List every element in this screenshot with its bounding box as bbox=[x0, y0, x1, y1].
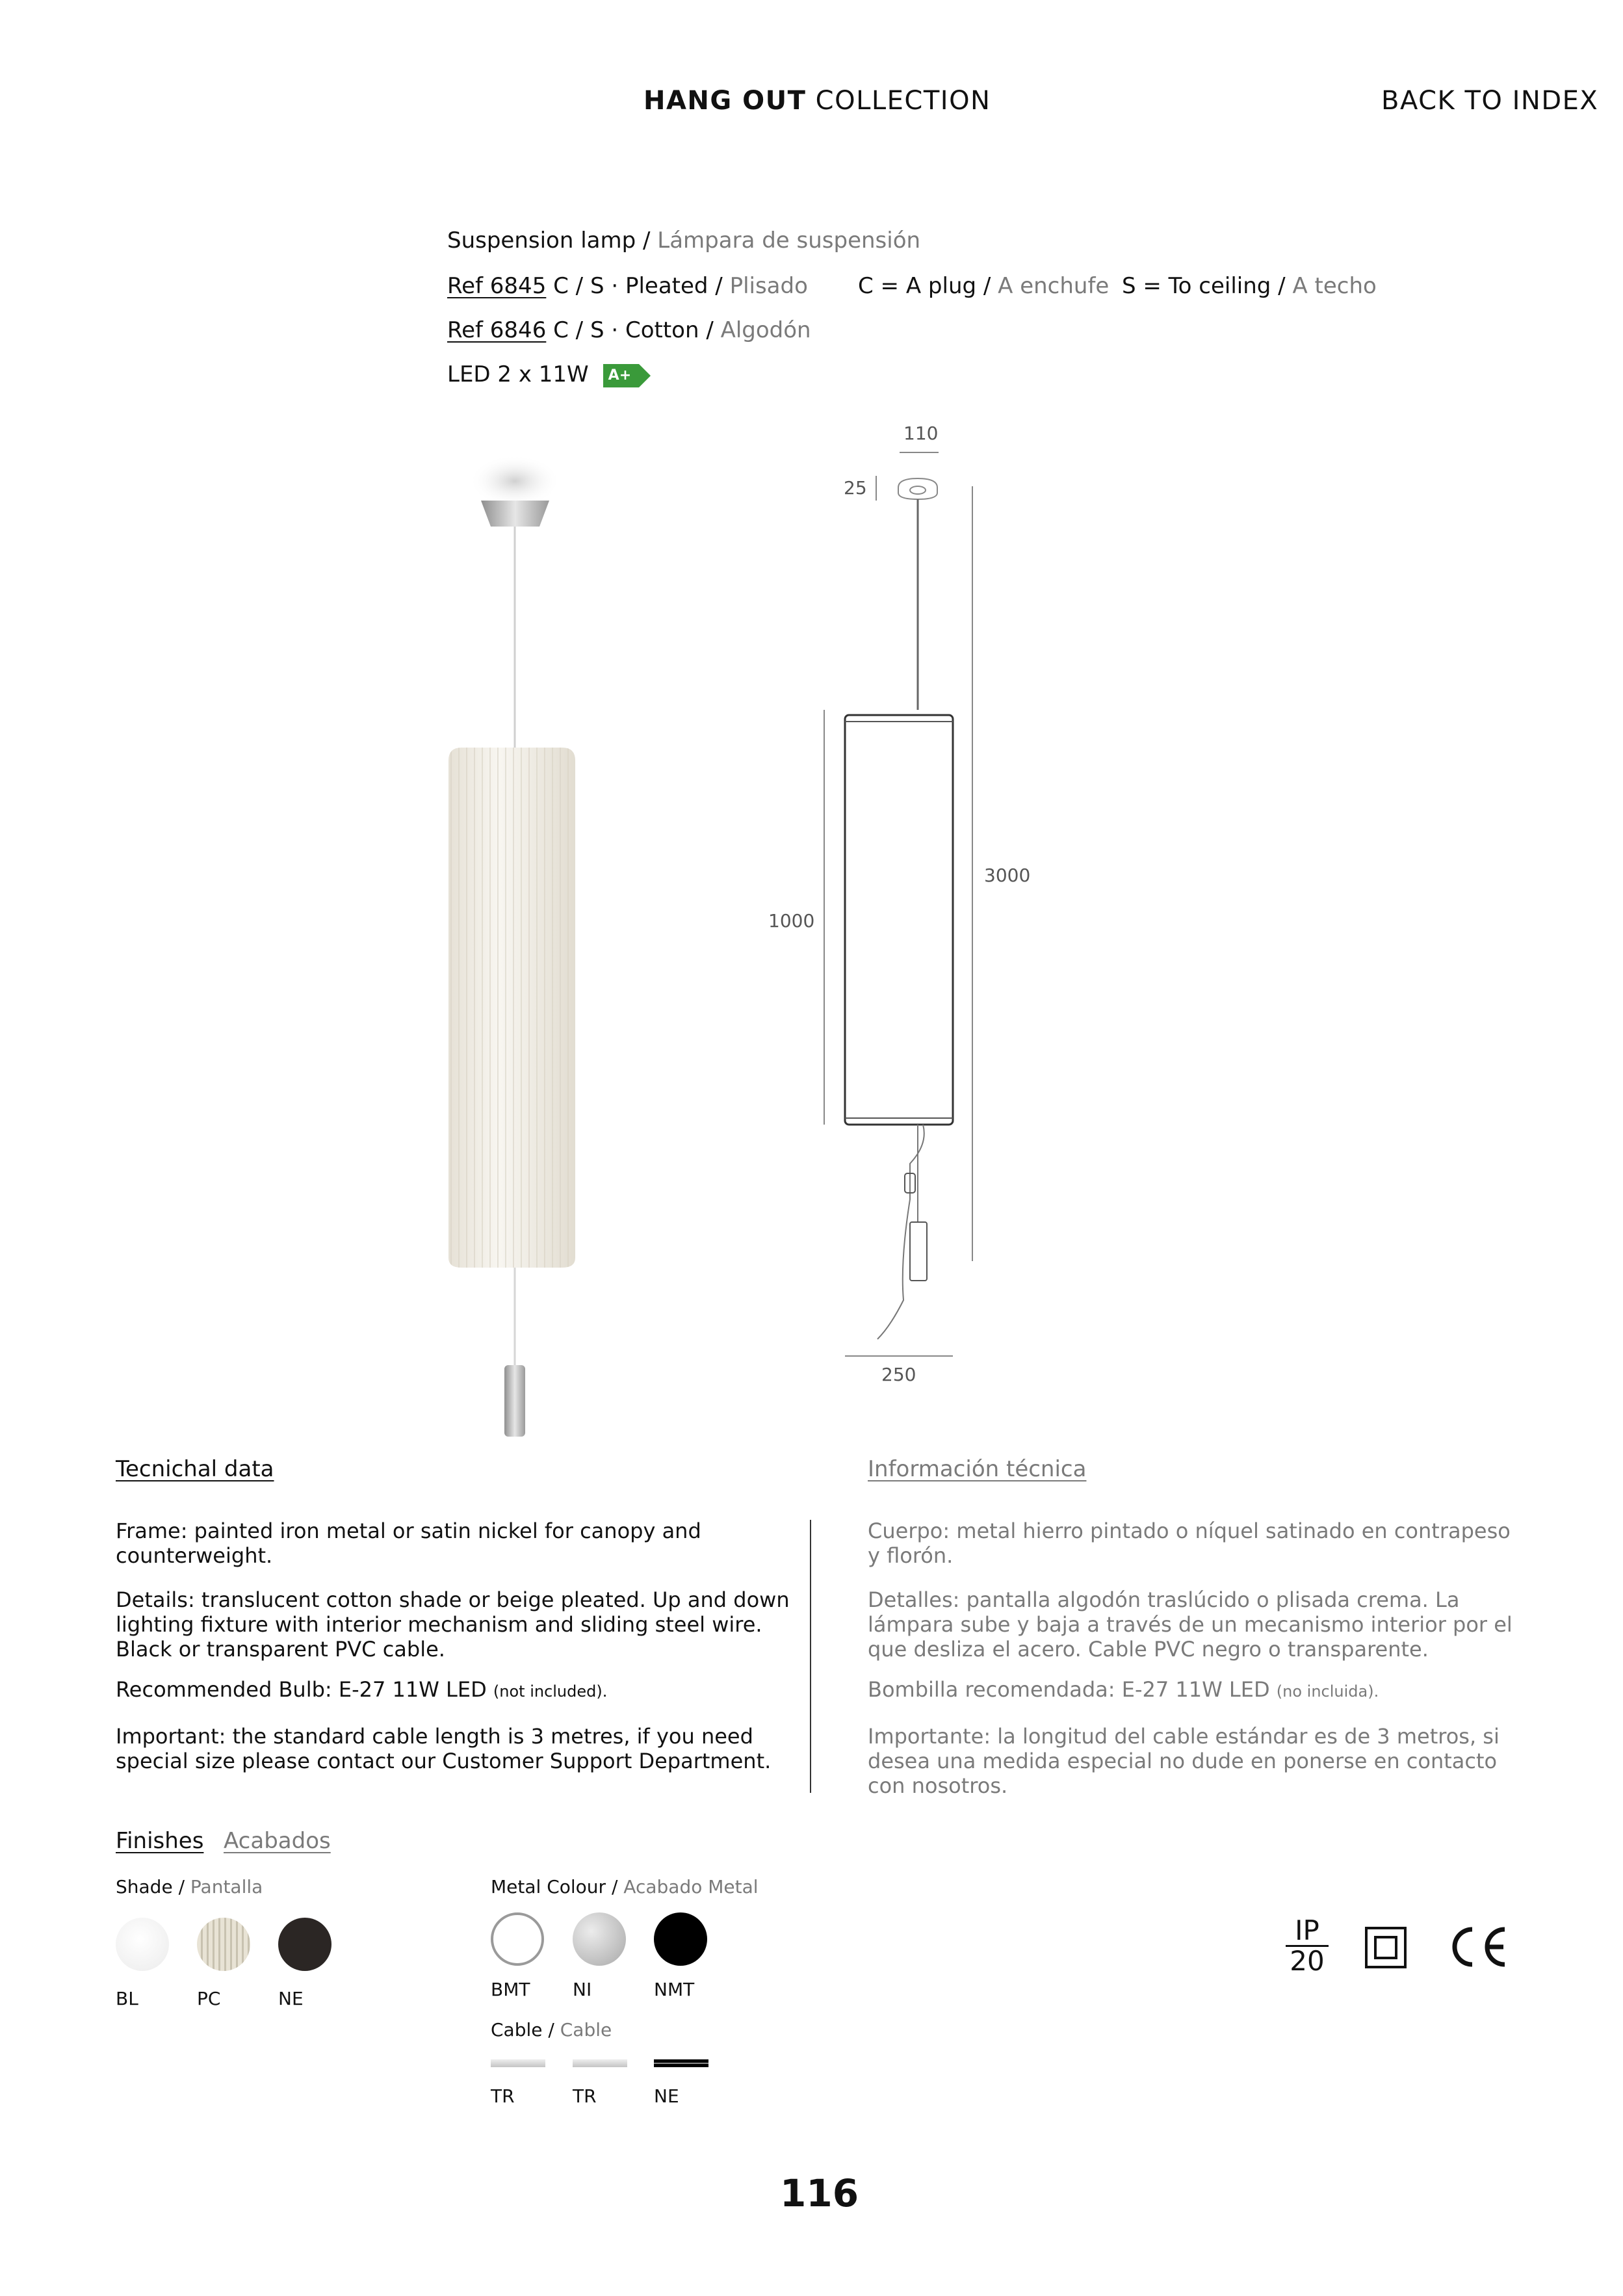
shade-code-ne: NE bbox=[278, 1988, 304, 2009]
column-divider bbox=[810, 1520, 811, 1793]
dim-canopy-width: 110 bbox=[903, 423, 939, 444]
finishes-tab-en[interactable]: Finishes bbox=[116, 1828, 204, 1854]
tech-frame-es: Cuerpo: metal hierro pintado o níquel satinado en contrapeso y florón. bbox=[868, 1519, 1511, 1568]
cable-swatch-tr-1[interactable] bbox=[491, 2059, 545, 2067]
dim-total-length: 3000 bbox=[984, 865, 1031, 886]
ref-6846-link[interactable]: Ref 6846 bbox=[447, 317, 547, 343]
class-ii-double-insulation-icon bbox=[1365, 1927, 1407, 1968]
ceiling-legend-es: A techo bbox=[1292, 273, 1377, 299]
tech-details-en: Details: translucent cotton shade or beige pleated. Up and down lighting fixture with interior mechanism and sliding steel wire. Black or transparent PVC cable. bbox=[116, 1587, 790, 1662]
ref-6845-line bbox=[447, 273, 808, 299]
cable-code-tr-2: TR bbox=[573, 2085, 597, 2107]
product-type-es: Lámpara de suspensión bbox=[657, 228, 921, 254]
dim-shade-diameter: 250 bbox=[881, 1364, 916, 1385]
ce-mark-icon bbox=[1446, 1925, 1509, 1968]
energy-class-badge: A+ bbox=[603, 364, 639, 387]
ref-6846-variant: C / S · Cotton / bbox=[546, 317, 721, 343]
ref-6845-link[interactable]: Ref 6845 bbox=[447, 273, 547, 299]
ref-6846-variant-es: Algodón bbox=[720, 317, 811, 343]
shade-swatch-pc[interactable] bbox=[197, 1918, 250, 1971]
counterweight-outline bbox=[910, 1222, 927, 1281]
ceiling-legend-en: S = To ceiling / bbox=[1122, 273, 1293, 299]
dim-canopy-height: 25 bbox=[844, 477, 867, 499]
led-spec bbox=[447, 361, 639, 387]
finishes-tab-es[interactable]: Acabados bbox=[224, 1828, 331, 1854]
canopy-outline bbox=[898, 478, 937, 499]
tech-important-en: Important: the standard cable length is 3 metres, if you need special size please contact our Customer Support Department. bbox=[116, 1724, 772, 1773]
cable-code-tr-1: TR bbox=[491, 2085, 515, 2107]
dim-shade-height: 1000 bbox=[768, 910, 815, 932]
tech-details-es: Detalles: pantalla algodón traslúcido o plisada crema. La lámpara sube y baja a través de un mecanismo interior por el que desliza el acero. Cable PVC negro o transparente. bbox=[868, 1587, 1513, 1662]
plug-legend bbox=[858, 273, 1109, 299]
ref-6845-variant: C / S · Pleated / bbox=[546, 273, 730, 299]
tech-bulb-en bbox=[116, 1677, 792, 1704]
ref-6846-line bbox=[447, 317, 811, 343]
collection-name: HANG OUT bbox=[643, 86, 807, 116]
shade-swatch-bl[interactable] bbox=[116, 1918, 169, 1971]
tech-frame-en: Frame: painted iron metal or satin nickel for canopy and counterweight. bbox=[116, 1519, 701, 1568]
back-to-index-link[interactable]: BACK TO INDEX bbox=[1381, 86, 1599, 116]
cable-label: Cable / Cable bbox=[491, 2019, 612, 2041]
collection-suffix: COLLECTION bbox=[806, 86, 991, 116]
tech-bulb-es-text: Bombilla recomendada: E-27 11W LED bbox=[868, 1677, 1270, 1702]
technical-data-title-es: Información técnica bbox=[868, 1456, 1087, 1482]
shade-swatch-ne[interactable] bbox=[278, 1918, 331, 1971]
canopy-image bbox=[481, 501, 549, 527]
ref-6845-variant-es: Plisado bbox=[729, 273, 808, 299]
tech-bulb-es-note: (no incluida). bbox=[1276, 1682, 1379, 1701]
plug-legend-es: A enchufe bbox=[998, 273, 1110, 299]
product-type: Suspension lamp / Lámpara de suspensión bbox=[447, 228, 921, 254]
product-type-en: Suspension lamp bbox=[447, 228, 636, 254]
tech-important-es: Importante: la longitud del cable estándar es de 3 metros, si desea una medida especial no dude en ponerse en contacto con nosotros. bbox=[868, 1724, 1500, 1798]
page-number: 116 bbox=[780, 2171, 859, 2215]
cable-code-ne: NE bbox=[654, 2085, 679, 2107]
tech-bulb-en-text: Recommended Bulb: E-27 11W LED bbox=[116, 1677, 487, 1702]
shade-label: Shade / Pantalla bbox=[116, 1876, 263, 1898]
cable-swatch-tr-2[interactable] bbox=[573, 2059, 627, 2067]
dimension-drawing bbox=[754, 416, 1053, 1391]
metal-swatch-bmt[interactable] bbox=[491, 1912, 544, 1966]
led-label: LED 2 x 11W bbox=[447, 361, 589, 387]
metal-swatch-ni[interactable] bbox=[573, 1912, 626, 1966]
metal-code-ni: NI bbox=[573, 1979, 592, 2000]
collection-title bbox=[643, 86, 991, 116]
metal-colour-label: Metal Colour / Acabado Metal bbox=[491, 1876, 759, 1898]
ceiling-legend bbox=[1122, 273, 1377, 299]
shade-code-bl: BL bbox=[116, 1988, 138, 2009]
counterweight-image bbox=[504, 1365, 525, 1437]
cable-swatch-ne[interactable] bbox=[654, 2059, 708, 2067]
technical-data-title-en: Tecnichal data bbox=[116, 1456, 274, 1482]
metal-swatch-nmt[interactable] bbox=[654, 1912, 707, 1966]
tech-bulb-en-note: (not included). bbox=[493, 1682, 608, 1701]
ip20-icon: IP 20 bbox=[1286, 1916, 1329, 1976]
tech-bulb-es bbox=[868, 1677, 1524, 1704]
metal-code-nmt: NMT bbox=[654, 1979, 695, 2000]
metal-code-bmt: BMT bbox=[491, 1979, 530, 2000]
shade-code-pc: PC bbox=[197, 1988, 221, 2009]
ceiling-shadow bbox=[469, 455, 560, 507]
shade-outline bbox=[845, 715, 953, 1125]
plug-legend-en: C = A plug / bbox=[858, 273, 998, 299]
product-photo bbox=[416, 455, 611, 1456]
